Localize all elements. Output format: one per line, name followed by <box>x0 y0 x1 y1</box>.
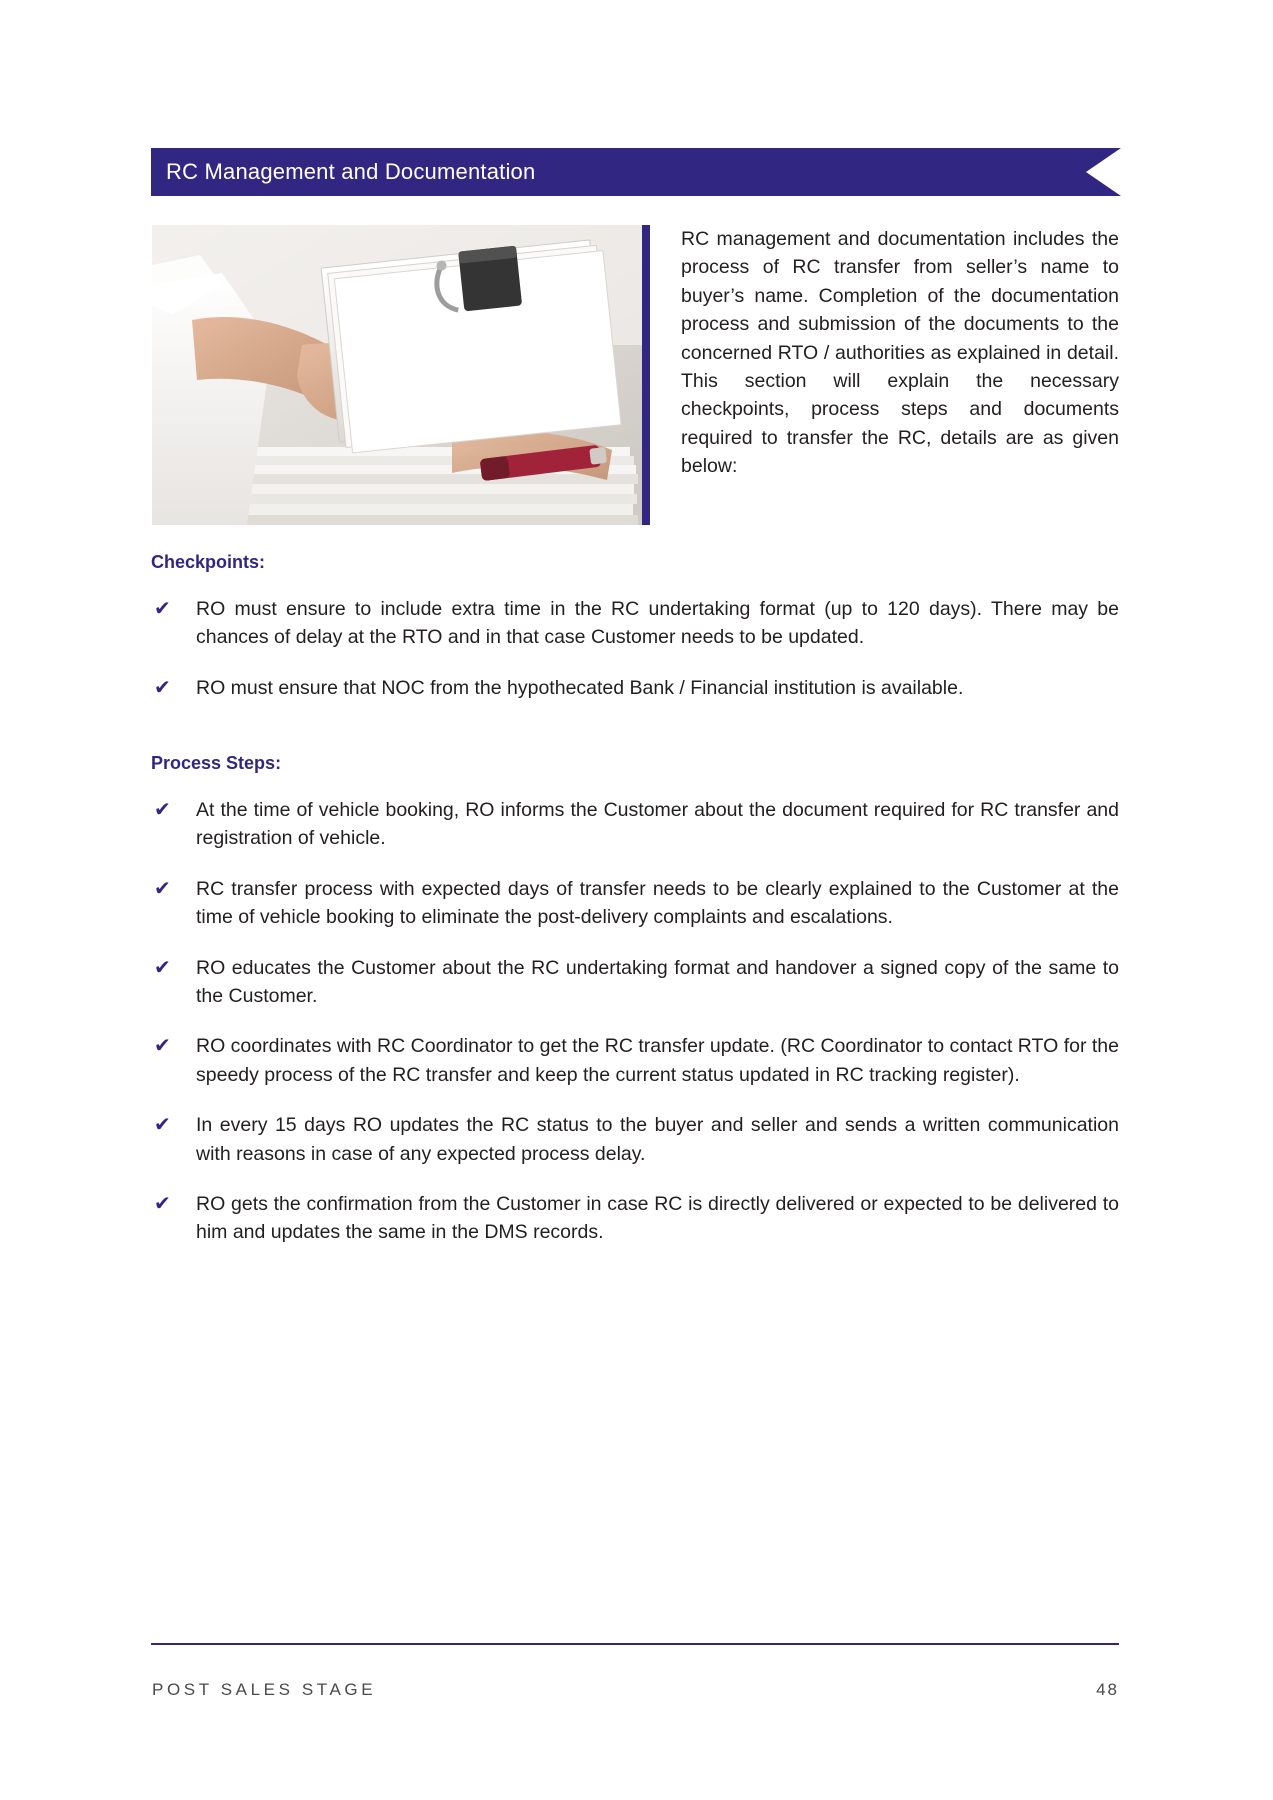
list-item-text: RO gets the confirmation from the Customer in case RC is directly delivered or expected to be delivered to him and updates the same in the DMS records. <box>196 1193 1119 1244</box>
list-item-text: RO coordinates with RC Coordinator to get the RC transfer update. (RC Coordinator to contact RTO for the speedy process of the RC transfer and keep the current status updated in RC tracking register). <box>196 1035 1119 1086</box>
checkpoints-list <box>151 595 1119 702</box>
list-item <box>151 1190 1119 1247</box>
banner-arrow-shape <box>1086 148 1121 196</box>
process-steps-list <box>151 796 1119 1247</box>
check-icon: ✔ <box>154 1035 171 1058</box>
check-icon: ✔ <box>154 799 171 821</box>
list-item-text: RC transfer process with expected days of transfer needs to be clearly explained to the Customer at the time of vehicle booking to eliminate the post-delivery complaints and escalations. <box>196 877 1119 929</box>
check-icon: ✔ <box>154 676 171 699</box>
documents-photo <box>152 225 642 525</box>
checkpoints-heading: Checkpoints: <box>151 552 266 572</box>
photo-accent-bar <box>642 225 650 525</box>
section-banner <box>151 148 1121 196</box>
list-item <box>151 595 1119 652</box>
list-item <box>151 954 1119 1011</box>
list-item-text: RO must ensure to include extra time in the RC undertaking format (up to 120 days). There may be chances of delay at the RTO and in that case Customer needs to be updated. <box>196 598 1119 649</box>
page-title: RC Management and Documentation <box>166 159 536 184</box>
list-item <box>151 1032 1119 1089</box>
check-icon: ✔ <box>154 1114 171 1137</box>
list-item <box>151 1111 1119 1168</box>
check-icon: ✔ <box>154 956 171 979</box>
process-steps-heading: Process Steps: <box>151 753 282 773</box>
list-item-text: In every 15 days RO updates the RC status to the buyer and seller and sends a written communication with reasons in case of any expected process delay. <box>196 1114 1119 1165</box>
check-icon: ✔ <box>154 1193 171 1216</box>
intro-paragraph: RC management and documentation includes the process of RC transfer from seller’s name to buyer’s name. Completion of the documentation process and submission of the documents to the concerned RTO / authorities as explained in detail. This section will explain the necessary checkpoints, process steps and documents required to transfer the RC, details are as given below: <box>681 228 1119 478</box>
page-number: 48 <box>1096 1680 1119 1699</box>
list-item <box>151 796 1119 853</box>
check-icon: ✔ <box>154 598 171 620</box>
footer-divider <box>151 1643 1119 1645</box>
list-item-text: RO educates the Customer about the RC undertaking format and handover a signed copy of the same to the Customer. <box>196 956 1119 1008</box>
list-item-text: RO must ensure that NOC from the hypothecated Bank / Financial institution is available. <box>196 676 964 699</box>
check-icon: ✔ <box>154 877 171 900</box>
footer-stage-label: POST SALES STAGE <box>152 1680 377 1699</box>
list-item <box>151 674 1119 702</box>
list-item <box>151 875 1119 932</box>
list-item-text: At the time of vehicle booking, RO informs the Customer about the document required for RC transfer and registration of vehicle. <box>196 799 1119 850</box>
